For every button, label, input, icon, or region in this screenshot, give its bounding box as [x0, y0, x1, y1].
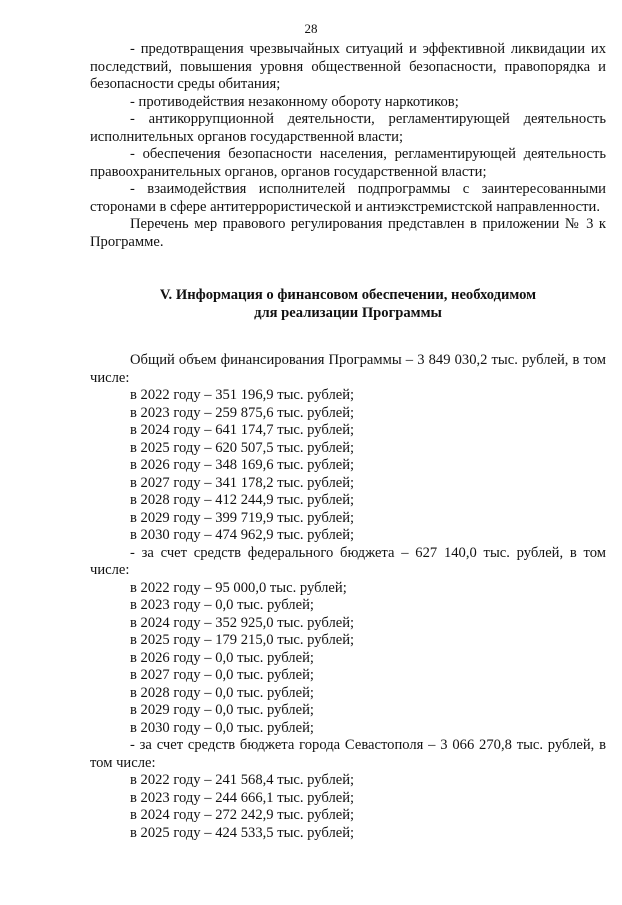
year-line: в 2022 году – 95 000,0 тыс. рублей;: [130, 579, 347, 596]
year-line: в 2030 году – 0,0 тыс. рублей;: [130, 719, 314, 736]
year-line: в 2023 году – 259 875,6 тыс. рублей;: [130, 404, 355, 421]
paragraph-public-safety: - обеспечения безопасности населения, регламентирующей деятельность правоохранительных органов, органов государственной власти;: [90, 146, 606, 180]
paragraph-drugs: - противодействия незаконному обороту наркотиков;: [130, 93, 459, 110]
year-line: в 2030 году – 474 962,9 тыс. рублей;: [130, 527, 355, 543]
year-line: в 2025 году – 620 507,5 тыс. рублей;: [130, 439, 355, 456]
federal-budget-years: [90, 580, 606, 738]
year-line: в 2028 году – 412 244,9 тыс. рублей;: [130, 492, 355, 508]
year-line: в 2027 году – 0,0 тыс. рублей;: [130, 667, 314, 683]
document-body: [90, 41, 606, 842]
year-line: в 2022 году – 351 196,9 тыс. рублей;: [130, 387, 355, 403]
paragraph-emergency: - предотвращения чрезвычайных ситуаций и эффективной ликвидации их последствий, повышения уровня общественной безопасности, правопорядка и безопасности среды обитания;: [90, 41, 606, 92]
year-line: в 2029 году – 399 719,9 тыс. рублей;: [130, 509, 355, 526]
year-line: в 2025 году – 424 533,5 тыс. рублей;: [130, 824, 355, 841]
section-heading-line1: V. Информация о финансовом обеспечении, необходимом: [159, 287, 537, 303]
city-budget-years: [90, 772, 606, 842]
year-line: в 2024 году – 272 242,9 тыс. рублей;: [130, 807, 355, 823]
city-budget-paragraph: - за счет средств бюджета города Севастополя – 3 066 270,8 тыс. рублей, в том числе:: [90, 737, 606, 771]
year-line: в 2024 году – 352 925,0 тыс. рублей;: [130, 614, 355, 631]
year-line: в 2025 году – 179 215,0 тыс. рублей;: [130, 632, 355, 648]
year-line: в 2024 году – 641 174,7 тыс. рублей;: [130, 422, 355, 438]
federal-budget-paragraph: - за счет средств федерального бюджета – 627 140,0 тыс. рублей, в том числе:: [90, 544, 606, 578]
section-heading-line2: для реализации Программы: [254, 304, 442, 321]
year-line: в 2028 году – 0,0 тыс. рублей;: [130, 684, 314, 701]
section-heading: [90, 287, 606, 322]
year-line: в 2027 году – 341 178,2 тыс. рублей;: [130, 474, 355, 491]
total-funding-paragraph: Общий объем финансирования Программы – 3 849 030,2 тыс. рублей, в том числе:: [90, 352, 606, 386]
year-line: в 2026 году – 348 169,6 тыс. рублей;: [130, 457, 355, 473]
total-funding-years: [90, 387, 606, 545]
year-line: в 2023 году – 0,0 тыс. рублей;: [130, 597, 314, 613]
year-line: в 2026 году – 0,0 тыс. рублей;: [130, 649, 314, 666]
paragraph-interaction: - взаимодействия исполнителей подпрограммы с заинтересованными сторонами в сфере антитеррористической и антиэкстремистской направленности.: [90, 181, 606, 215]
year-line: в 2023 году – 244 666,1 тыс. рублей;: [130, 789, 355, 806]
paragraph-anticorruption: - антикоррупционной деятельности, регламентирующей деятельность исполнительных органов государственной власти;: [90, 111, 606, 145]
paragraph-legal-measures: Перечень мер правового регулирования представлен в приложении № 3 к Программе.: [90, 216, 606, 250]
page-number: 28: [304, 21, 318, 36]
year-line: в 2022 году – 241 568,4 тыс. рублей;: [130, 772, 355, 788]
year-line: в 2029 году – 0,0 тыс. рублей;: [130, 702, 314, 718]
